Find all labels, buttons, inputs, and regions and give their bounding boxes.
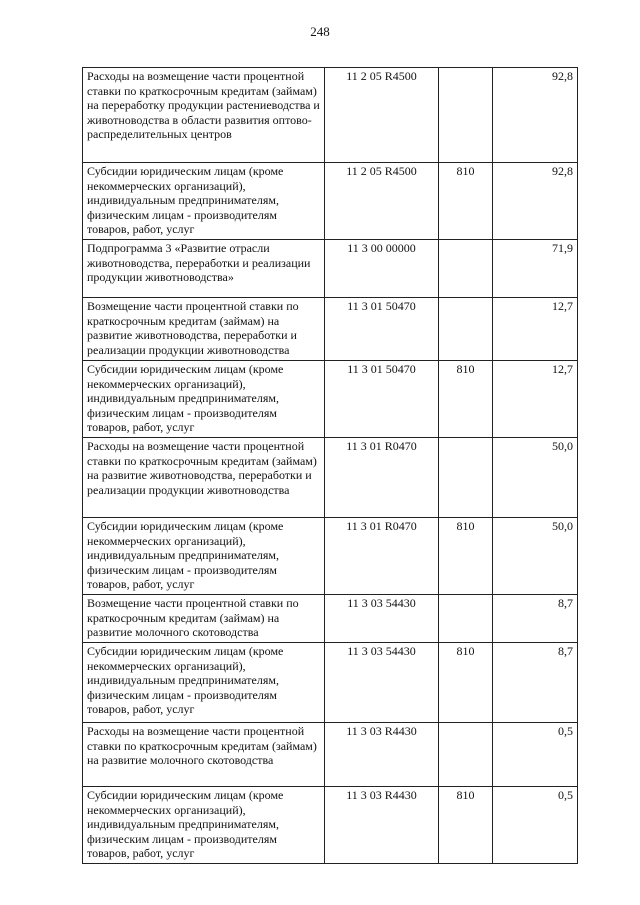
row-code-cell: 11 3 01 R0470: [325, 437, 439, 517]
row-vr-cell: [439, 437, 493, 517]
table-row: [83, 437, 578, 517]
table-row: [83, 68, 578, 163]
table-row: [83, 594, 578, 642]
row-name-cell: Подпрограмма 3 «Развитие отрасли животноводства, переработки и реализации продукции животноводства»: [83, 239, 325, 297]
row-code-cell: 11 2 05 R4500: [325, 163, 439, 240]
row-code-cell: 11 3 03 R4430: [325, 722, 439, 786]
row-name-cell: Субсидии юридическим лицам (кроме некоммерческих организаций), индивидуальным предпринимателям, физическим лицам - производителям товаров, работ, услуг: [83, 163, 325, 240]
row-sum-cell: 71,9: [493, 239, 578, 297]
row-name-cell: Возмещение части процентной ставки по краткосрочным кредитам (займам) на развитие животноводства, переработки и реализации продукции животноводства: [83, 297, 325, 360]
row-sum-cell: 92,8: [493, 68, 578, 163]
row-name-cell: Субсидии юридическим лицам (кроме некоммерческих организаций), индивидуальным предпринимателям, физическим лицам - производителям товаров, работ, услуг: [83, 786, 325, 863]
row-sum-cell: 8,7: [493, 594, 578, 642]
row-name-cell: Субсидии юридическим лицам (кроме некоммерческих организаций), индивидуальным предпринимателям, физическим лицам - производителям товаров, работ, услуг: [83, 642, 325, 722]
row-code-cell: 11 3 01 50470: [325, 297, 439, 360]
page-number: 248: [310, 24, 330, 39]
row-sum-cell: 50,0: [493, 437, 578, 517]
row-name-cell: Субсидии юридическим лицам (кроме некоммерческих организаций), индивидуальным предпринимателям, физическим лицам - производителям товаров, работ, услуг: [83, 360, 325, 437]
row-code-cell: 11 3 00 00000: [325, 239, 439, 297]
row-code-cell: 11 3 01 R0470: [325, 517, 439, 594]
row-vr-cell: 810: [439, 360, 493, 437]
row-sum-cell: 8,7: [493, 642, 578, 722]
table-row: [83, 163, 578, 240]
row-vr-cell: 810: [439, 517, 493, 594]
row-code-cell: 11 3 01 50470: [325, 360, 439, 437]
table-row: [83, 297, 578, 360]
row-code-cell: 11 2 05 R4500: [325, 68, 439, 163]
row-sum-cell: 12,7: [493, 360, 578, 437]
row-vr-cell: [439, 297, 493, 360]
table-row: [83, 722, 578, 786]
row-sum-cell: 0,5: [493, 786, 578, 863]
row-name-cell: Возмещение части процентной ставки по краткосрочным кредитам (займам) на развитие молочного скотоводства: [83, 594, 325, 642]
row-vr-cell: 810: [439, 163, 493, 240]
row-vr-cell: 810: [439, 642, 493, 722]
row-sum-cell: 50,0: [493, 517, 578, 594]
row-vr-cell: 810: [439, 786, 493, 863]
row-code-cell: 11 3 03 54430: [325, 642, 439, 722]
table-row: [83, 517, 578, 594]
budget-table-body: [83, 68, 578, 864]
row-sum-cell: 0,5: [493, 722, 578, 786]
row-vr-cell: [439, 239, 493, 297]
row-sum-cell: 12,7: [493, 297, 578, 360]
row-code-cell: 11 3 03 54430: [325, 594, 439, 642]
table-row: [83, 360, 578, 437]
table-row: [83, 786, 578, 863]
row-vr-cell: [439, 594, 493, 642]
row-code-cell: 11 3 03 R4430: [325, 786, 439, 863]
row-name-cell: Расходы на возмещение части процентной ставки по краткосрочным кредитам (займам) на развитие животноводства, переработки и реализации продукции животноводства: [83, 437, 325, 517]
row-name-cell: Субсидии юридическим лицам (кроме некоммерческих организаций), индивидуальным предпринимателям, физическим лицам - производителям товаров, работ, услуг: [83, 517, 325, 594]
budget-table: [82, 67, 578, 864]
row-sum-cell: 92,8: [493, 163, 578, 240]
row-vr-cell: [439, 722, 493, 786]
row-name-cell: Расходы на возмещение части процентной ставки по краткосрочным кредитам (займам) на развитие молочного скотоводства: [83, 722, 325, 786]
row-vr-cell: [439, 68, 493, 163]
table-row: [83, 239, 578, 297]
table-row: [83, 642, 578, 722]
row-name-cell: Расходы на возмещение части процентной ставки по краткосрочным кредитам (займам) на переработку продукции растениеводства и животноводства в области развития оптово-распределительных центров: [83, 68, 325, 163]
